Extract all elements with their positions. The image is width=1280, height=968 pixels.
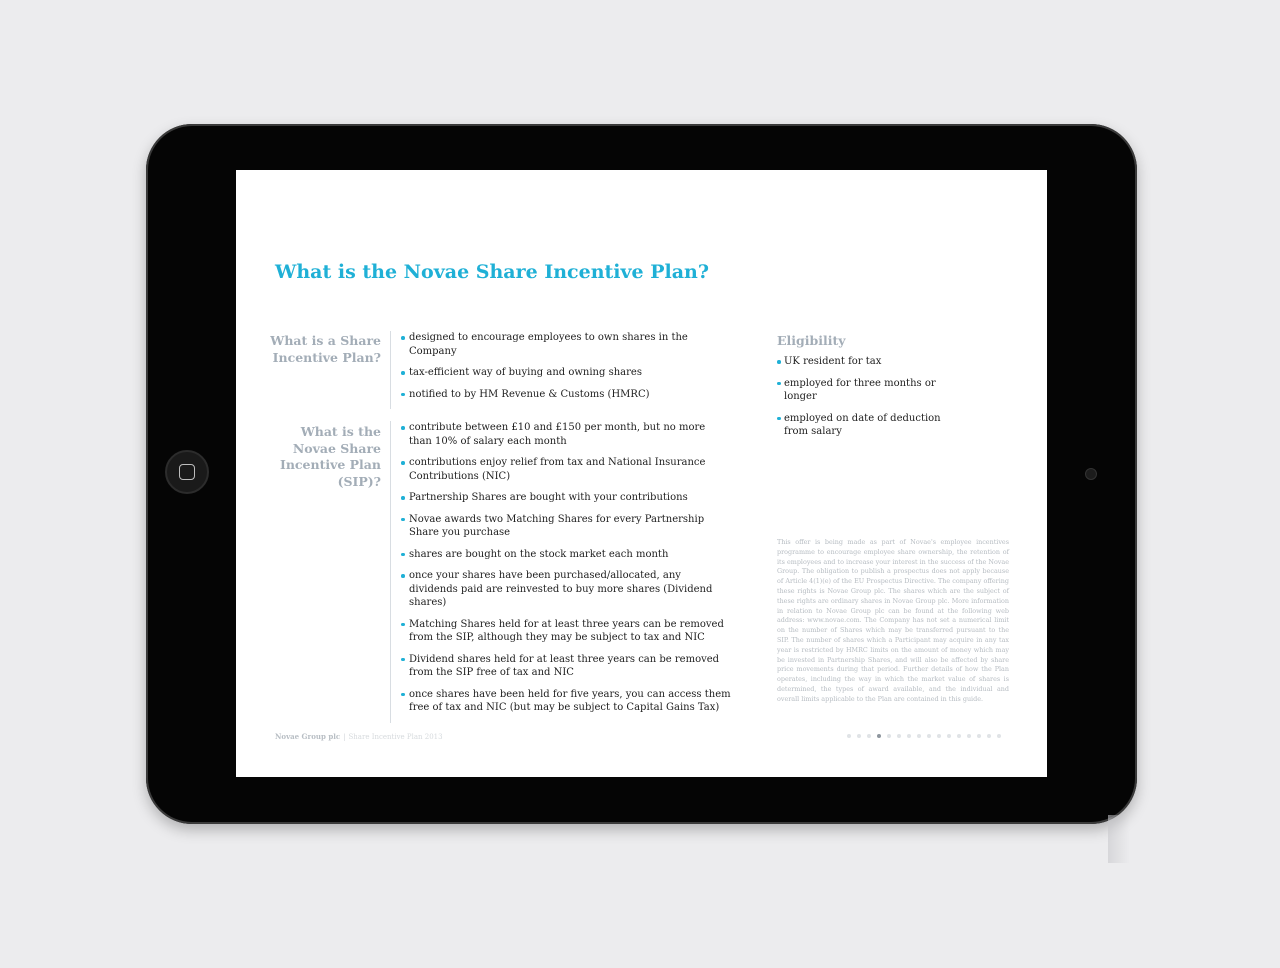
page-dot-11[interactable] <box>947 734 951 738</box>
bullet-list-what-is-sip <box>390 331 731 409</box>
page-dot-4[interactable] <box>877 734 881 738</box>
page-footer <box>275 732 443 741</box>
list-item: notified to by HM Revenue & Customs (HMRC) <box>401 388 731 402</box>
list-item: Novae awards two Matching Shares for every Partnership Share you purchase <box>401 513 731 540</box>
home-button[interactable] <box>165 450 209 494</box>
page-dot-14[interactable] <box>977 734 981 738</box>
home-square-icon <box>179 464 195 480</box>
page-dot-2[interactable] <box>857 734 861 738</box>
list-item: tax-efficient way of buying and owning shares <box>401 366 731 380</box>
page-title: What is the Novae Share Incentive Plan? <box>275 261 710 283</box>
eligibility-list <box>777 355 952 447</box>
list-item: UK resident for tax <box>777 355 952 369</box>
list-item: Matching Shares held for at least three years can be removed from the SIP, although they may be subject to tax and NIC <box>401 618 731 645</box>
eligibility-heading: Eligibility <box>777 333 846 348</box>
list-item: once your shares have been purchased/allocated, any dividends paid are reinvested to buy more shares (Dividend shares) <box>401 569 731 610</box>
page-dot-10[interactable] <box>937 734 941 738</box>
section-heading-what-is-sip: What is a Share Incentive Plan? <box>270 333 381 365</box>
page-dot-12[interactable] <box>957 734 961 738</box>
list-item: Partnership Shares are bought with your contributions <box>401 491 731 505</box>
footer-separator: | <box>343 733 346 741</box>
page-dot-7[interactable] <box>907 734 911 738</box>
document-page <box>236 170 1047 777</box>
device-shadow <box>1108 815 1130 863</box>
list-item: contributions enjoy relief from tax and National Insurance Contributions (NIC) <box>401 456 731 483</box>
section-heading-novae-sip: What is the Novae Share Incentive Plan (SIP)? <box>279 424 381 489</box>
page-dot-6[interactable] <box>897 734 901 738</box>
bullet-list-novae-sip <box>390 421 731 723</box>
footer-document-title: Share Incentive Plan 2013 <box>348 733 443 741</box>
list-item: once shares have been held for five years, you can access them free of tax and NIC (but may be subject to Capital Gains Tax) <box>401 688 731 715</box>
page-dot-9[interactable] <box>927 734 931 738</box>
page-dot-3[interactable] <box>867 734 871 738</box>
page-indicator[interactable] <box>847 734 1001 738</box>
list-item: shares are bought on the stock market each month <box>401 548 731 562</box>
legal-disclaimer: This offer is being made as part of Novae's employee incentives programme to encourage employee share ownership, the retention of its employees and to increase your interest in the success of the Novae Group. The obligation to publish a prospectus does not apply because of Article 4(1)(e) of the EU Prospectus Directive. The company offering these rights is Novae Group plc. The shares which are the subject of these rights are ordinary shares in Novae Group plc. More information in relation to Novae Group plc can be found at the following web address: www.novae.com. The Company has not set a numerical limit on the number of Shares which may be transferred pursuant to the SIP. The number of shares which a Participant may acquire in any tax year is restricted by HMRC limits on the amount of money which may be invested in Partnership Shares, and will also be affected by share price movements during that period. Further details of how the Plan operates, including the way in which the market value of shares is determined, the types of award available, and the individual and overall limits applicable to the Plan are contained in this guide. <box>777 538 1009 703</box>
list-item: designed to encourage employees to own shares in the Company <box>401 331 731 358</box>
page-dot-15[interactable] <box>987 734 991 738</box>
list-item: employed for three months or longer <box>777 377 952 404</box>
page-dot-13[interactable] <box>967 734 971 738</box>
page-dot-1[interactable] <box>847 734 851 738</box>
footer-company: Novae Group plc <box>275 732 341 741</box>
front-camera <box>1085 468 1097 480</box>
page-dot-5[interactable] <box>887 734 891 738</box>
list-item: employed on date of deduction from salary <box>777 412 952 439</box>
list-item: Dividend shares held for at least three years can be removed from the SIP free of tax and NIC <box>401 653 731 680</box>
list-item: contribute between £10 and £150 per month, but no more than 10% of salary each month <box>401 421 731 448</box>
page-dot-8[interactable] <box>917 734 921 738</box>
page-dot-16[interactable] <box>997 734 1001 738</box>
